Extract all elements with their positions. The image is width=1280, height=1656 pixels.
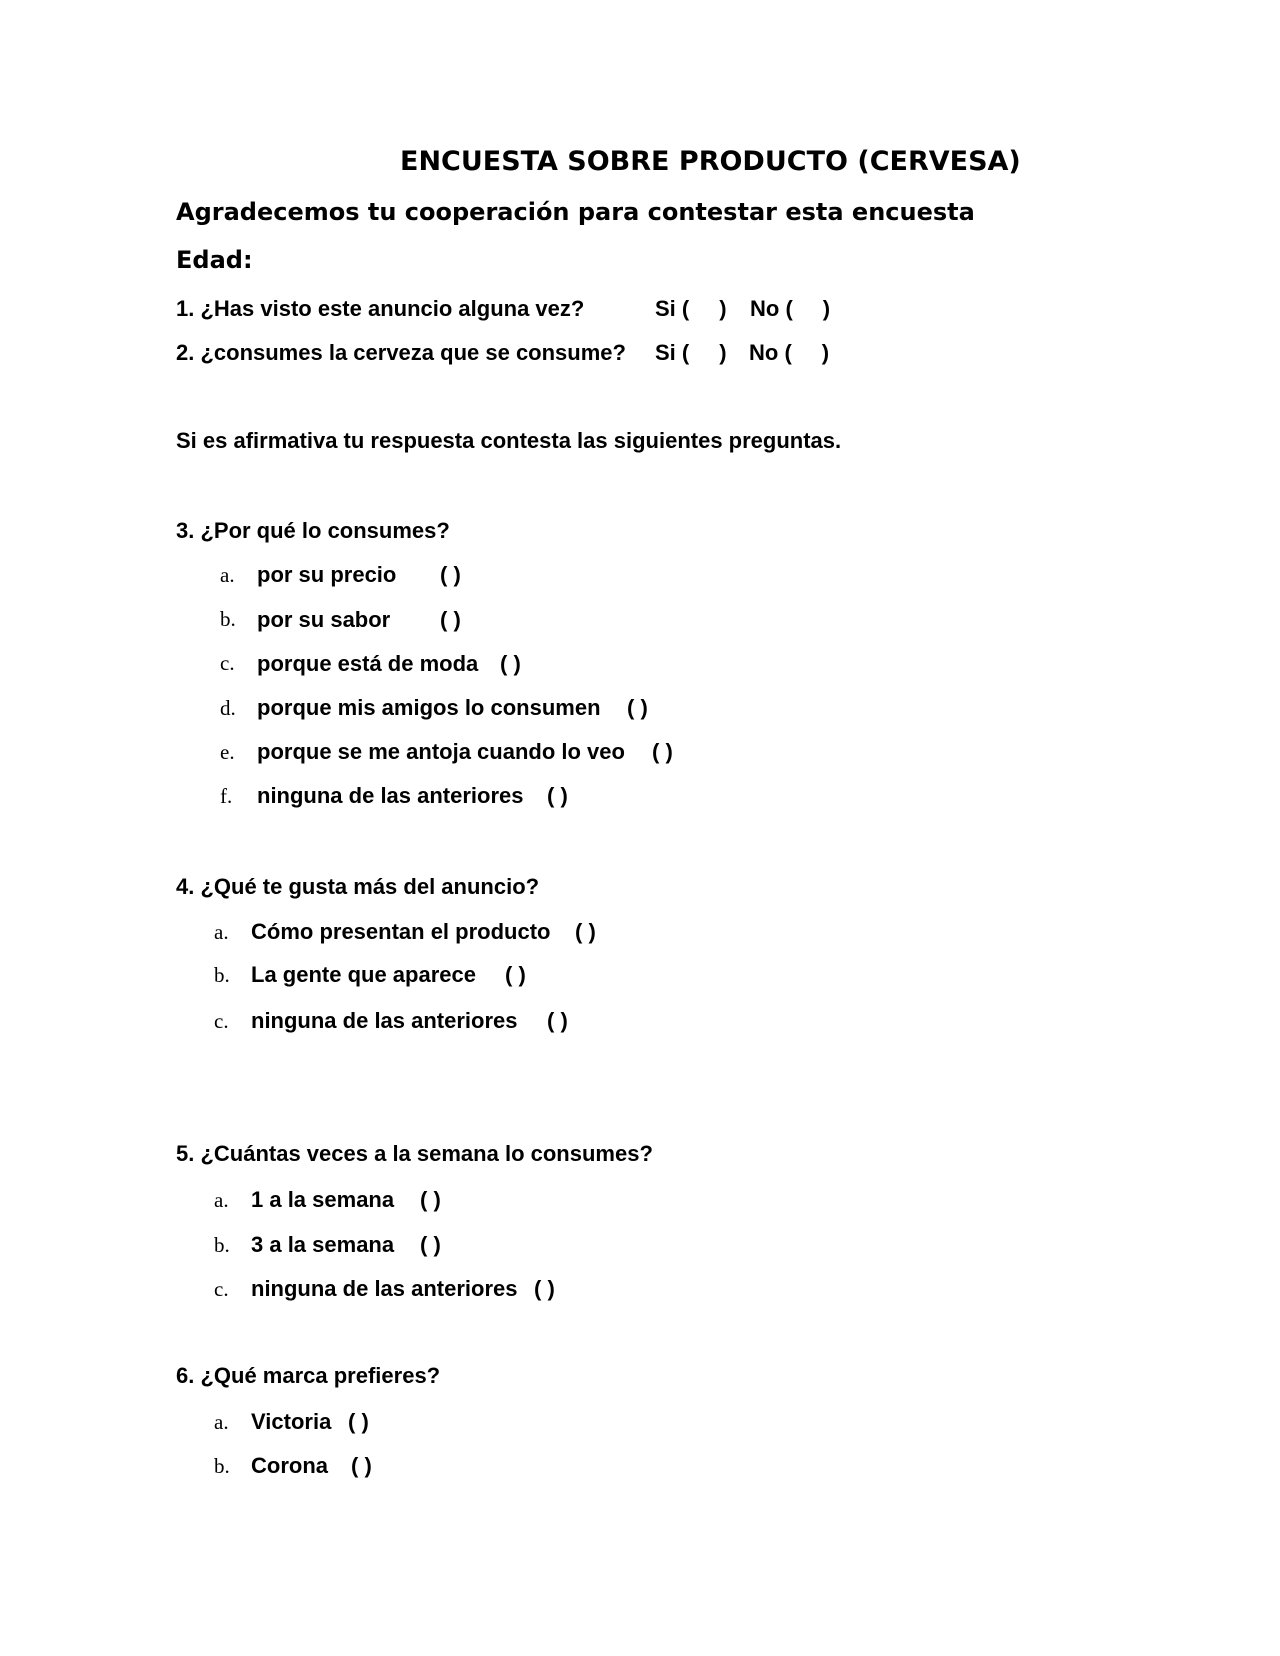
q1-no-label: No ( — [750, 296, 793, 321]
page-title: ENCUESTA SOBRE PRODUCTO (CERVESA) — [400, 146, 1021, 177]
q2-no-option[interactable] — [749, 340, 829, 366]
q6-option-letter: b. — [214, 1454, 230, 1478]
q3-option-text: ninguna de las anteriores — [257, 783, 524, 808]
q1-si-option[interactable] — [655, 296, 727, 322]
q2-no-close: ) — [821, 340, 830, 365]
q2-si-label: Si ( — [655, 340, 690, 365]
q1-no-option[interactable] — [750, 296, 830, 322]
q3-option-checkbox[interactable]: ( ) — [440, 562, 461, 587]
q3-option-checkbox[interactable]: ( ) — [627, 695, 648, 720]
q3-option-checkbox[interactable]: ( ) — [547, 783, 568, 808]
q5-option-text: 3 a la semana — [251, 1232, 395, 1257]
q3-option-text: por su sabor — [257, 607, 391, 632]
q3-option-text: por su precio — [257, 562, 397, 587]
q5-option-letter: b. — [214, 1233, 230, 1257]
q3-option-letter: d. — [220, 696, 236, 720]
q6-option-checkbox[interactable]: ( ) — [348, 1409, 369, 1434]
q3-option-letter: a. — [220, 563, 235, 587]
q3-option-checkbox[interactable]: ( ) — [440, 607, 461, 632]
age-label: Edad: — [176, 246, 253, 274]
q6-option-text: Corona — [251, 1453, 328, 1478]
q4-option-letter: a. — [214, 920, 229, 944]
q5-option-checkbox[interactable]: ( ) — [420, 1187, 441, 1212]
q3-option-letter: b. — [220, 607, 236, 631]
question-2: 2. ¿consumes la cerveza que se consume? — [176, 340, 626, 365]
q3-option-letter: c. — [220, 651, 235, 675]
q3-option-checkbox[interactable]: ( ) — [500, 651, 521, 676]
q3-option-text: porque está de moda — [257, 651, 479, 676]
question-1: 1. ¿Has visto este anuncio alguna vez? — [176, 296, 585, 321]
question-4: 4. ¿Qué te gusta más del anuncio? — [176, 874, 540, 899]
q3-option-letter: e. — [220, 740, 235, 764]
q1-si-close: ) — [719, 296, 727, 321]
q5-option-letter: c. — [214, 1277, 229, 1301]
q3-option-letter: f. — [220, 784, 233, 808]
question-3: 3. ¿Por qué lo consumes? — [176, 518, 450, 543]
q2-no-label: No ( — [749, 340, 792, 365]
q3-option-text: porque mis amigos lo consumen — [257, 695, 601, 720]
thanks-text: Agradecemos tu cooperación para contestar esta encuesta — [176, 198, 975, 226]
q4-option-letter: b. — [214, 963, 230, 987]
q1-si-label: Si ( — [655, 296, 690, 321]
q5-option-checkbox[interactable]: ( ) — [420, 1232, 441, 1257]
q4-option-checkbox[interactable]: ( ) — [505, 962, 526, 987]
q4-option-checkbox[interactable]: ( ) — [547, 1008, 568, 1033]
q1-no-close: ) — [822, 296, 831, 321]
q5-option-checkbox[interactable]: ( ) — [534, 1276, 555, 1301]
q4-option-text: Cómo presentan el producto — [251, 919, 551, 944]
q4-option-text: ninguna de las anteriores — [251, 1008, 518, 1033]
q6-option-checkbox[interactable]: ( ) — [351, 1453, 372, 1478]
question-5: 5. ¿Cuántas veces a la semana lo consumes? — [176, 1141, 653, 1166]
q5-option-text: ninguna de las anteriores — [251, 1276, 518, 1301]
q4-option-letter: c. — [214, 1009, 229, 1033]
q3-option-text: porque se me antoja cuando lo veo — [257, 739, 625, 764]
q5-option-text: 1 a la semana — [251, 1187, 395, 1212]
q2-si-close: ) — [719, 340, 727, 365]
q3-option-checkbox[interactable]: ( ) — [652, 739, 673, 764]
q4-option-checkbox[interactable]: ( ) — [575, 919, 596, 944]
q2-si-option[interactable] — [655, 340, 727, 366]
q6-option-letter: a. — [214, 1410, 229, 1434]
q4-option-text: La gente que aparece — [251, 962, 476, 987]
q5-option-letter: a. — [214, 1188, 229, 1212]
question-6: 6. ¿Qué marca prefieres? — [176, 1363, 441, 1388]
q6-option-text: Victoria — [251, 1409, 332, 1434]
instruction-text: Si es afirmativa tu respuesta contesta las siguientes preguntas. — [176, 428, 842, 453]
